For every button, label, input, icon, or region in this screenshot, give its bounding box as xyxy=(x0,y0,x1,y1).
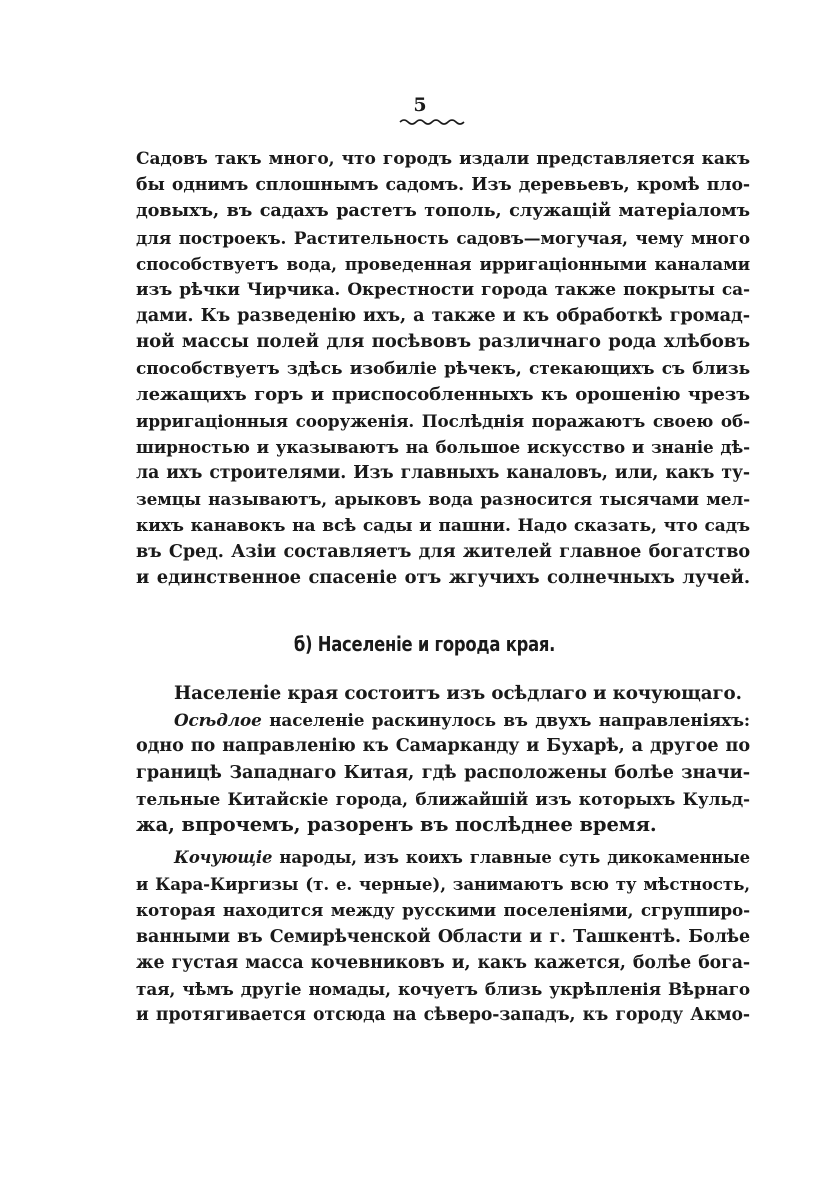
text-fragment: населеніе раскинулось въ двухъ направленіяхъ: xyxy=(261,710,750,731)
text-line: ирригаціонныя сооруженія. Послѣднія поражаютъ своею об- xyxy=(136,410,750,431)
text-line: способствуетъ здѣсь изобиліе рѣчекъ, стекающихъ съ близь xyxy=(136,358,750,379)
text-line xyxy=(136,707,750,733)
text-fragment: народы, изъ коихъ главные суть дикокаменные xyxy=(272,848,750,867)
text-line: и единственное спасеніе отъ жгучихъ солнечныхъ лучей. xyxy=(136,567,750,588)
italic-term: Осѣдлое xyxy=(174,710,262,731)
text-line: ширностью и указываютъ на большое искусство и знаніе дѣ- xyxy=(136,437,750,458)
text-line: и протягивается отсюда на сѣверо-западъ, къ городу Акмо- xyxy=(136,1005,750,1026)
text-line: способствуетъ вода, проведенная ирригаціонными каналами xyxy=(136,253,750,274)
text-line: кихъ канавокъ на всѣ сады и пашни. Надо сказать, что садъ xyxy=(136,515,750,536)
italic-term: Кочующіе xyxy=(174,848,273,867)
page-number: 5 xyxy=(413,94,427,116)
text-line: и Кара-Киргизы (т. е. черные), занимаютъ всю ту мѣстность, xyxy=(136,874,750,895)
text-line: ванными въ Семирѣченской Области и г. Ташкентѣ. Болѣе xyxy=(136,926,750,947)
text-line: тая, чѣмъ другіе номады, кочуетъ близь укрѣпленія Вѣрнаго xyxy=(136,978,750,999)
section-heading: б) Населеніе и города края. xyxy=(293,632,556,656)
text-line: Садовъ такъ много, что городъ издали представляется какъ xyxy=(136,149,750,169)
text-line: же густая масса кочевниковъ и, какъ кажется, болѣе бога- xyxy=(136,952,750,973)
text-line: одно по направленію къ Самарканду и Бухарѣ, а другое по xyxy=(136,735,750,757)
paragraph-gardens xyxy=(136,146,750,591)
text-line: дами. Къ разведенію ихъ, а также и къ обработкѣ громад- xyxy=(136,305,750,327)
text-line: лежащихъ горъ и приспособленныхъ къ орошенію чрезъ xyxy=(136,383,750,405)
wave-ornament-icon xyxy=(398,118,468,126)
text-line: бы однимъ сплошнымъ садомъ. Изъ деревьевъ, кромѣ пло- xyxy=(136,175,750,196)
text-line: которая находится между русскими поселеніями, сгруппиро- xyxy=(136,900,750,921)
text-line: изъ рѣчки Чирчика. Окрестности города также покрыты са- xyxy=(136,279,750,300)
text-line: жа, впрочемъ, разоренъ въ послѣднее время. xyxy=(136,812,657,836)
text-line: границѣ Западнаго Китая, гдѣ расположены болѣе значи- xyxy=(136,761,750,783)
text-line: Населеніе края состоитъ изъ осѣдлаго и кочующаго. xyxy=(174,683,742,704)
text-line: тельные Китайскіе города, ближайшій изъ которыхъ Кульд- xyxy=(136,788,750,809)
text-line: земцы называютъ, арыковъ вода разносится тысячами мел- xyxy=(136,489,750,510)
text-line: въ Сред. Азіи составляетъ для жителей главное богатство xyxy=(136,540,750,562)
text-line: для построекъ. Растительность садовъ—могучая, чему много xyxy=(136,227,750,248)
text-line: довыхъ, въ садахъ растетъ тополь, служащій матеріаломъ xyxy=(136,200,750,222)
paragraph-population xyxy=(136,681,750,838)
text-line: ной массы полей для посѣвовъ различнаго рода хлѣбовъ xyxy=(136,331,750,353)
text-line xyxy=(136,845,750,871)
paragraph-nomads xyxy=(136,845,750,1028)
text-line: ла ихъ строителями. Изъ главныхъ каналовъ, или, какъ ту- xyxy=(136,463,750,484)
